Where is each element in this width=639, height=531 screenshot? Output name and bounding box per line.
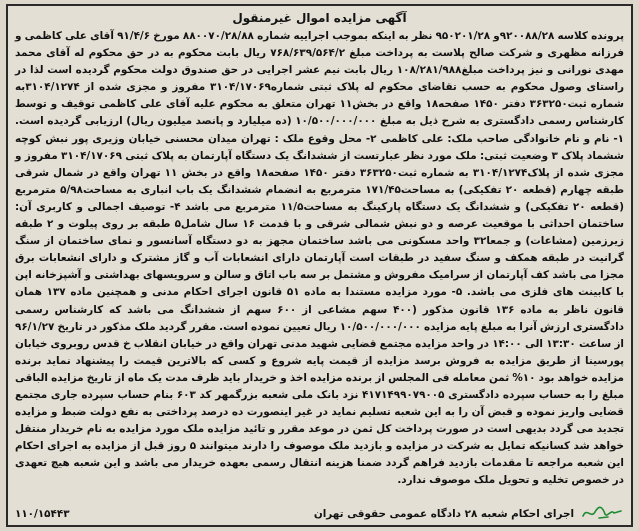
auction-notice	[6, 4, 633, 527]
notice-body	[15, 28, 624, 490]
issuer-text: اجرای احکام شعبه ۲۸ دادگاه عمومی حقوقی تهران	[313, 508, 574, 520]
reference-number: ۱۱۰/۱۵۴۴۳	[15, 508, 70, 520]
notice-paragraph: پرونده کلاسه ۹۲۰۰۸۸/۲۸و ۹۵۰۲۰۱/۲۸ نظر به اینکه بموجب اجراییه شماره ۸۸۰۰۷۰/۲۸/۸۸ مورخ ۹۱/۴/۶ آقای علی کاظمی و فرزانه مظهری و شرکت صالح پلاست به پرداخت مبلغ ۷۶۸/۶۳۹/۵۶۴/۲ ریال بابت محکوم به در حق محکوم له آقای محمد مهدی نورانی و نیز پرداخت مبلغ۱۰۸/۲۸۱/۹۸۸ ریال بابت نیم عشر اجرایی در حق صندوق دولت محکوم گردیده است لذا در راستای وصول محکوم به حسب تقاضای محکوم له پلاک ثبتی شماره۳۱۰۴/۱۷۰۶۹ مفروز و مجزی شده از ۳۱۰۴/۱۲۷۴به شماره ثبت۳۶۳۲۵۰ دفتر ۱۴۵۰ صفحه۱۸ واقع در بخش۱۱ تهران متعلق به محکوم علیه آقای علی کاظمی توقیف و توسط کارشناس رسمی دادگستری به شرح ذیل به مبلغ ۱۰/۵۰۰/۰۰۰/۰۰۰ (ده میلیارد و پانصد میلیون ریال) ارزیابی گردیده است. ۱- نام و نام خانوادگی صاحب ملک: علی کاظمی ۲- محل وقوع ملک : تهران میدان محسنی خیابان وزیری پور نبش کوچه ششماد پلاک ۳ وضعیت ثبتی: ملک مورد نظر عبارتست از ششدانگ یک دستگاه آپارتمان به پلاک ثبتی ۳۱۰۴/۱۷۰۶۹ مفروز و مجزی شده از پلاک۳۱۰۴/۱۲۷۴ به شماره ثبت۳۶۳۲۵۰ دفتر ۱۴۵۰ صفحه۱۸ واقع در بخش ۱۱ تهران واقع در شمال شرقی طبقه چهارم (قطعه ۲۰ تفکیکی) به مساحت۱۷۱/۴۵ مترمربع به انضمام ششدانگ یک باب انباری به مساحت۵/۹۸ مترمربع (قطعه ۲۰ تفکیکی) و ششدانگ یک دستگاه پارکینگ به مساحت۱۱/۵ مترمربع می باشد ۴- توصیف اجمالی و کاربری آن: ساختمان احداثی با موقعیت عرصه و دو نبش شمالی شرقی و با قدمت ۱۶ سال شامل۵ طبقه بر روی پیلوت و ۲ طبقه زیرزمین (مشاعات) و جمعا۳۲ واحد مسکونی می باشد ساختمان مجهز به دو دستگاه آسانسور و نمای ساختمان از سنگ گرانیت در طبقه همکف و سنگ سفید در طبقات است آپارتمان دارای انشعابات آب و گاز مشترک و دارای انشعابات برق مجزا می باشد کف آپارتمان از سرامیک مفروش و مشتمل بر سه باب اتاق و سالن و سرویسهای بهداشتی و آشپزخانه اپن با کابینت های فلزی می باشد. ۵- مورد مزایده مستندا به ماده ۵۱ قانون اجرای احکام مدنی و همچنین ماده ۱۳۷ همان قانون ناظر به ماده ۱۳۶ قانون مذکور (۴۰۰ سهم مشاعی از ۶۰۰ سهم از ششدانگ می باشد که کارشناس رسمی دادگستری ارزش آنرا به مبلغ پایه مزایده ۱۰/۵۰۰/۰۰۰/۰۰۰ ریال تعیین نموده است. مقرر گردید ملک مذکور در تاریخ ۹۶/۱/۲۷ از ساعت ۱۳:۳۰ الی ۱۴:۰۰ در واحد مزایده مجتمع قضایی شهید مدنی تهران واقع در خیابان انقلاب خ قدس روبروی خیابان پورسینا از طریق مزایده به فروش برسد مزایده از قیمت پایه شروع و کسی که بالاترین قیمت را پیشنهاد نماید برنده مزایده خواهد بود ۱۰% ثمن معامله فی المجلس از برنده مزایده اخذ و خریدار باید ظرف مدت یک ماه از تاریخ مزایده الباقی مبلغ را به حساب سپرده دادگستری ۴۱۷۱۴۹۹۰۷۹۰۰۵ نزد بانک ملی شعبه بزرگمهر کد ۶۰۳ بنام حساب سپرده جاری مجتمع قضایی واریز نموده و قبض آن را به این شعبه تسلیم نماید در غیر اینصورت ده درصد پرداختی به نفع دولت ضبط و مزایده تجدید می گردد بدیهی است در صورت پرداخت کل ثمن در موعد مقرر و تائید مزایده ملک مورد مزایده به نام خریدار منتقل خواهد شد کسانیکه تمایل به شرکت در مزایده و بازدید ملک موصوف را دارند میتوانند ۵ روز قبل از مزایده به اجرای احکام این شعبه مراجعه تا مقدمات بازدید فراهم گردد ضمنا هزینه انتقال رسمی بعهده خریدار می باشد و این شعبه هیچ تعهدی در خصوص تخلیه و تحویل ملک موصوف ندارد.	[15, 30, 625, 487]
issuer-block	[314, 502, 624, 522]
notice-footer	[15, 502, 624, 522]
signature-icon	[580, 502, 624, 522]
notice-title: آگهی مزایده اموال غیرمنقول	[232, 11, 407, 25]
